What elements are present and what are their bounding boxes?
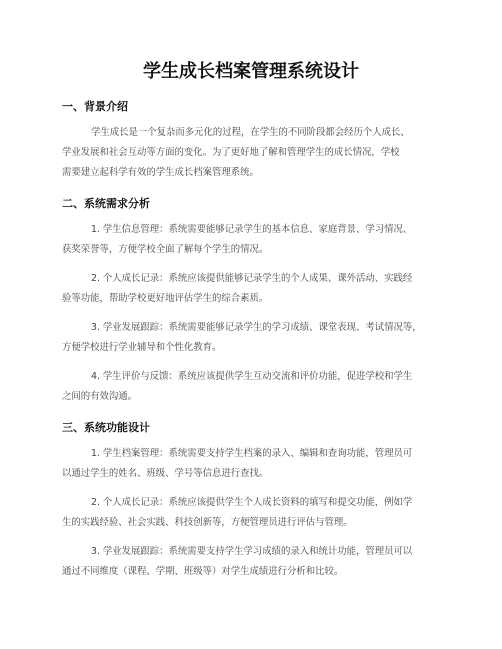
- paragraph-line: 通过不同维度（课程、学期、班级等）对学生成绩进行分析和比较。: [62, 566, 344, 577]
- paragraph-line: 2. 个人成长记录：系统应该提供学生个人成长资料的填写和提交功能，例如学: [91, 497, 413, 508]
- paragraph-line: 验等功能，帮助学校更好地评估学生的综合素质。: [62, 293, 269, 304]
- paragraph-line: 之间的有效沟通。: [62, 391, 138, 402]
- paragraph-line: 生的实践经验、社会实践、科技创新等，方便管理员进行评估与管理。: [62, 517, 353, 528]
- paragraph-line: 3. 学业发展跟踪：系统需要能够记录学生的学习成绩、课堂表现、考试情况等，: [91, 322, 422, 333]
- paragraph-line: 2. 个人成长记录：系统应该提供能够记录学生的个人成果、课外活动、实践经: [91, 273, 413, 284]
- paragraph-line: 1. 学生档案管理：系统需要支持学生档案的录入、编辑和查询功能，管理员可: [91, 448, 413, 459]
- paragraph-line: 3. 学业发展跟踪：系统需要支持学生学习成绩的录入和统计功能，管理员可以: [91, 546, 413, 557]
- paragraph-line: 获奖荣誉等，方便学校全面了解每个学生的情况。: [62, 244, 269, 255]
- paragraph-line: 4. 学生评价与反馈：系统应该提供学生互动交流和评价功能，促进学校和学生: [91, 371, 413, 382]
- section-heading-function-design: 三、系统功能设计: [62, 421, 150, 434]
- paragraph-line: 需要建立起科学有效的学生成长档案管理系统。: [62, 167, 259, 178]
- paragraph-line: 1. 学生信息管理：系统需要能够记录学生的基本信息、家庭背景、学习情况、: [91, 224, 413, 235]
- paragraph-line: 以通过学生的姓名、班级、学号等信息进行查找。: [62, 468, 269, 479]
- section-heading-requirements: 二、系统需求分析: [62, 197, 150, 210]
- paragraph-line: 学业发展和社会互动等方面的变化。为了更好地了解和管理学生的成长情况，学校: [62, 147, 400, 158]
- section-heading-background: 一、背景介绍: [62, 100, 128, 113]
- document-title: 学生成长档案管理系统设计: [143, 61, 359, 82]
- paragraph-line: 方便学校进行学业辅导和个性化教育。: [62, 342, 222, 353]
- paragraph-line: 学生成长是一个复杂而多元化的过程，在学生的不同阶段都会经历个人成长、: [91, 127, 410, 138]
